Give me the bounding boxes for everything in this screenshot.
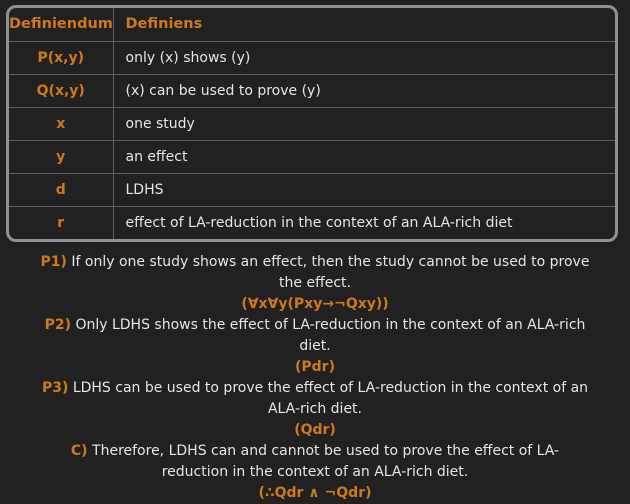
definition-cell: an effect — [113, 140, 615, 173]
premise-text: LDHS can be used to prove the effect of LA-reduction in the context of an ALA-rich diet. — [72, 380, 589, 417]
definition-cell: LDHS — [113, 173, 615, 206]
premise-label: P3) — [41, 380, 69, 396]
table-row — [9, 74, 615, 107]
premise-label: P2) — [44, 317, 71, 333]
premise-text: If only one study shows an effect, then the study cannot be used to prove the effect. — [71, 254, 590, 291]
table-row — [9, 206, 615, 239]
term-cell: y — [9, 140, 113, 173]
argument-section — [0, 252, 630, 504]
conclusion-formula: (∴Qdr ∧ ¬Qdr) — [258, 485, 372, 501]
table-row — [9, 107, 615, 140]
term-cell: d — [9, 173, 113, 206]
conclusion-label: C) — [70, 443, 88, 459]
premise-p2 — [0, 315, 630, 378]
term-cell: Q(x,y) — [9, 74, 113, 107]
conclusion-text: Therefore, LDHS can and cannot be used to prove the effect of LA-reduction in the context of an ALA-rich diet. — [92, 443, 560, 480]
definition-cell: only (x) shows (y) — [113, 41, 615, 74]
term-cell: r — [9, 206, 113, 239]
premise-p3 — [0, 378, 630, 441]
definition-cell: (x) can be used to prove (y) — [113, 74, 615, 107]
definition-cell: effect of LA-reduction in the context of an ALA-rich diet — [113, 206, 615, 239]
premise-formula: (Pdr) — [295, 359, 335, 375]
table-row — [9, 173, 615, 206]
premise-formula: (Qdr) — [294, 422, 336, 438]
table-header-row — [9, 8, 615, 41]
term-cell: x — [9, 107, 113, 140]
conclusion — [0, 441, 630, 504]
premise-text: Only LDHS shows the effect of LA-reduction in the context of an ALA-rich diet. — [75, 317, 586, 354]
premise-label: P1) — [40, 254, 67, 270]
table-row — [9, 140, 615, 173]
header-definiendum: Definiendum — [9, 8, 113, 41]
term-cell: P(x,y) — [9, 41, 113, 74]
definition-table — [6, 5, 618, 242]
premise-p1 — [0, 252, 630, 315]
table-row — [9, 41, 615, 74]
header-definiens: Definiens — [113, 8, 615, 41]
definition-cell: one study — [113, 107, 615, 140]
premise-formula: (∀x∀y(Pxy→¬Qxy)) — [241, 296, 389, 312]
